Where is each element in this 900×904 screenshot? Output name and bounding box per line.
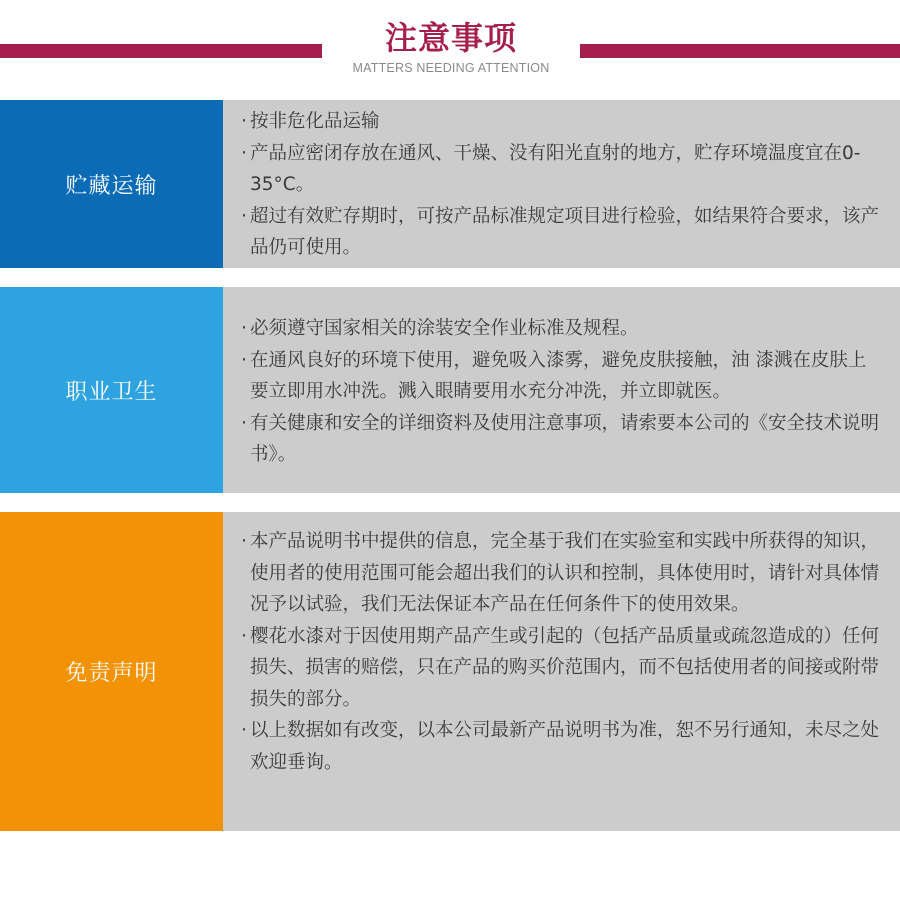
list-item: · 产品应密闭存放在通风、干燥、没有阳光直射的地方，贮存环境温度宜在0-35°C。	[241, 138, 880, 201]
section-content	[223, 100, 900, 268]
list-item: · 在通风良好的环境下使用，避免吸入漆雾，避免皮肤接触，油 漆溅在皮肤上要立即用水冲洗。溅入眼睛要用水充分冲洗，并立即就医。	[241, 345, 880, 408]
section-label-box	[0, 512, 223, 831]
bullet-icon: ·	[241, 531, 247, 552]
section-label-box	[0, 287, 223, 493]
header-bar-right	[580, 44, 900, 58]
section-label-box	[0, 100, 223, 268]
bullet-icon: ·	[241, 720, 247, 741]
header-bar-left	[0, 44, 322, 58]
section-content	[223, 287, 900, 493]
page-title: 注意事项	[384, 19, 517, 57]
section-label: 贮藏运输	[65, 173, 158, 199]
bullet-icon: ·	[241, 142, 247, 164]
bullet-icon: ·	[241, 318, 247, 339]
section-disclaimer	[0, 512, 900, 831]
bullet-icon: ·	[241, 412, 247, 434]
list-item: · 必须遵守国家相关的涂装安全作业标准及规程。	[241, 313, 880, 345]
list-item: · 有关健康和安全的详细资料及使用注意事项，请索要本公司的《安全技术说明书》。	[241, 408, 880, 471]
section-label: 职业卫生	[65, 379, 158, 405]
list-item: · 本产品说明书中提供的信息，完全基于我们在实验室和实践中所获得的知识，使用者的使用范围可能会超出我们的认识和控制，具体使用时，请针对具体情况予以试验，我们无法保证本产品在任何条件下的使用效果。	[241, 526, 880, 621]
section-content	[223, 512, 900, 831]
list-item: · 樱花水漆对于因使用期产品产生或引起的（包括产品质量或疏忽造成的）任何损失、损害的赔偿，只在产品的购买价范围内，而不包括使用者的间接或附带损失的部分。	[241, 621, 880, 716]
page-subtitle: MATTERS NEEDING ATTENTION	[352, 61, 550, 75]
bullet-icon: ·	[241, 111, 247, 132]
section-label: 免责声明	[65, 661, 158, 686]
list-item: · 以上数据如有改变，以本公司最新产品说明书为准，恕不另行通知，未尽之处欢迎垂询。	[241, 715, 880, 778]
bullet-icon: ·	[241, 205, 247, 227]
bullet-icon: ·	[241, 625, 247, 647]
section-occupational-health	[0, 287, 900, 493]
bullet-icon: ·	[241, 349, 247, 371]
page-header	[0, 0, 900, 90]
section-storage-transport	[0, 100, 900, 268]
list-item: · 超过有效贮存期时，可按产品标准规定项目进行检验，如结果符合要求，该产品仍可使用。	[241, 201, 880, 264]
list-item: · 按非危化品运输	[241, 106, 880, 138]
